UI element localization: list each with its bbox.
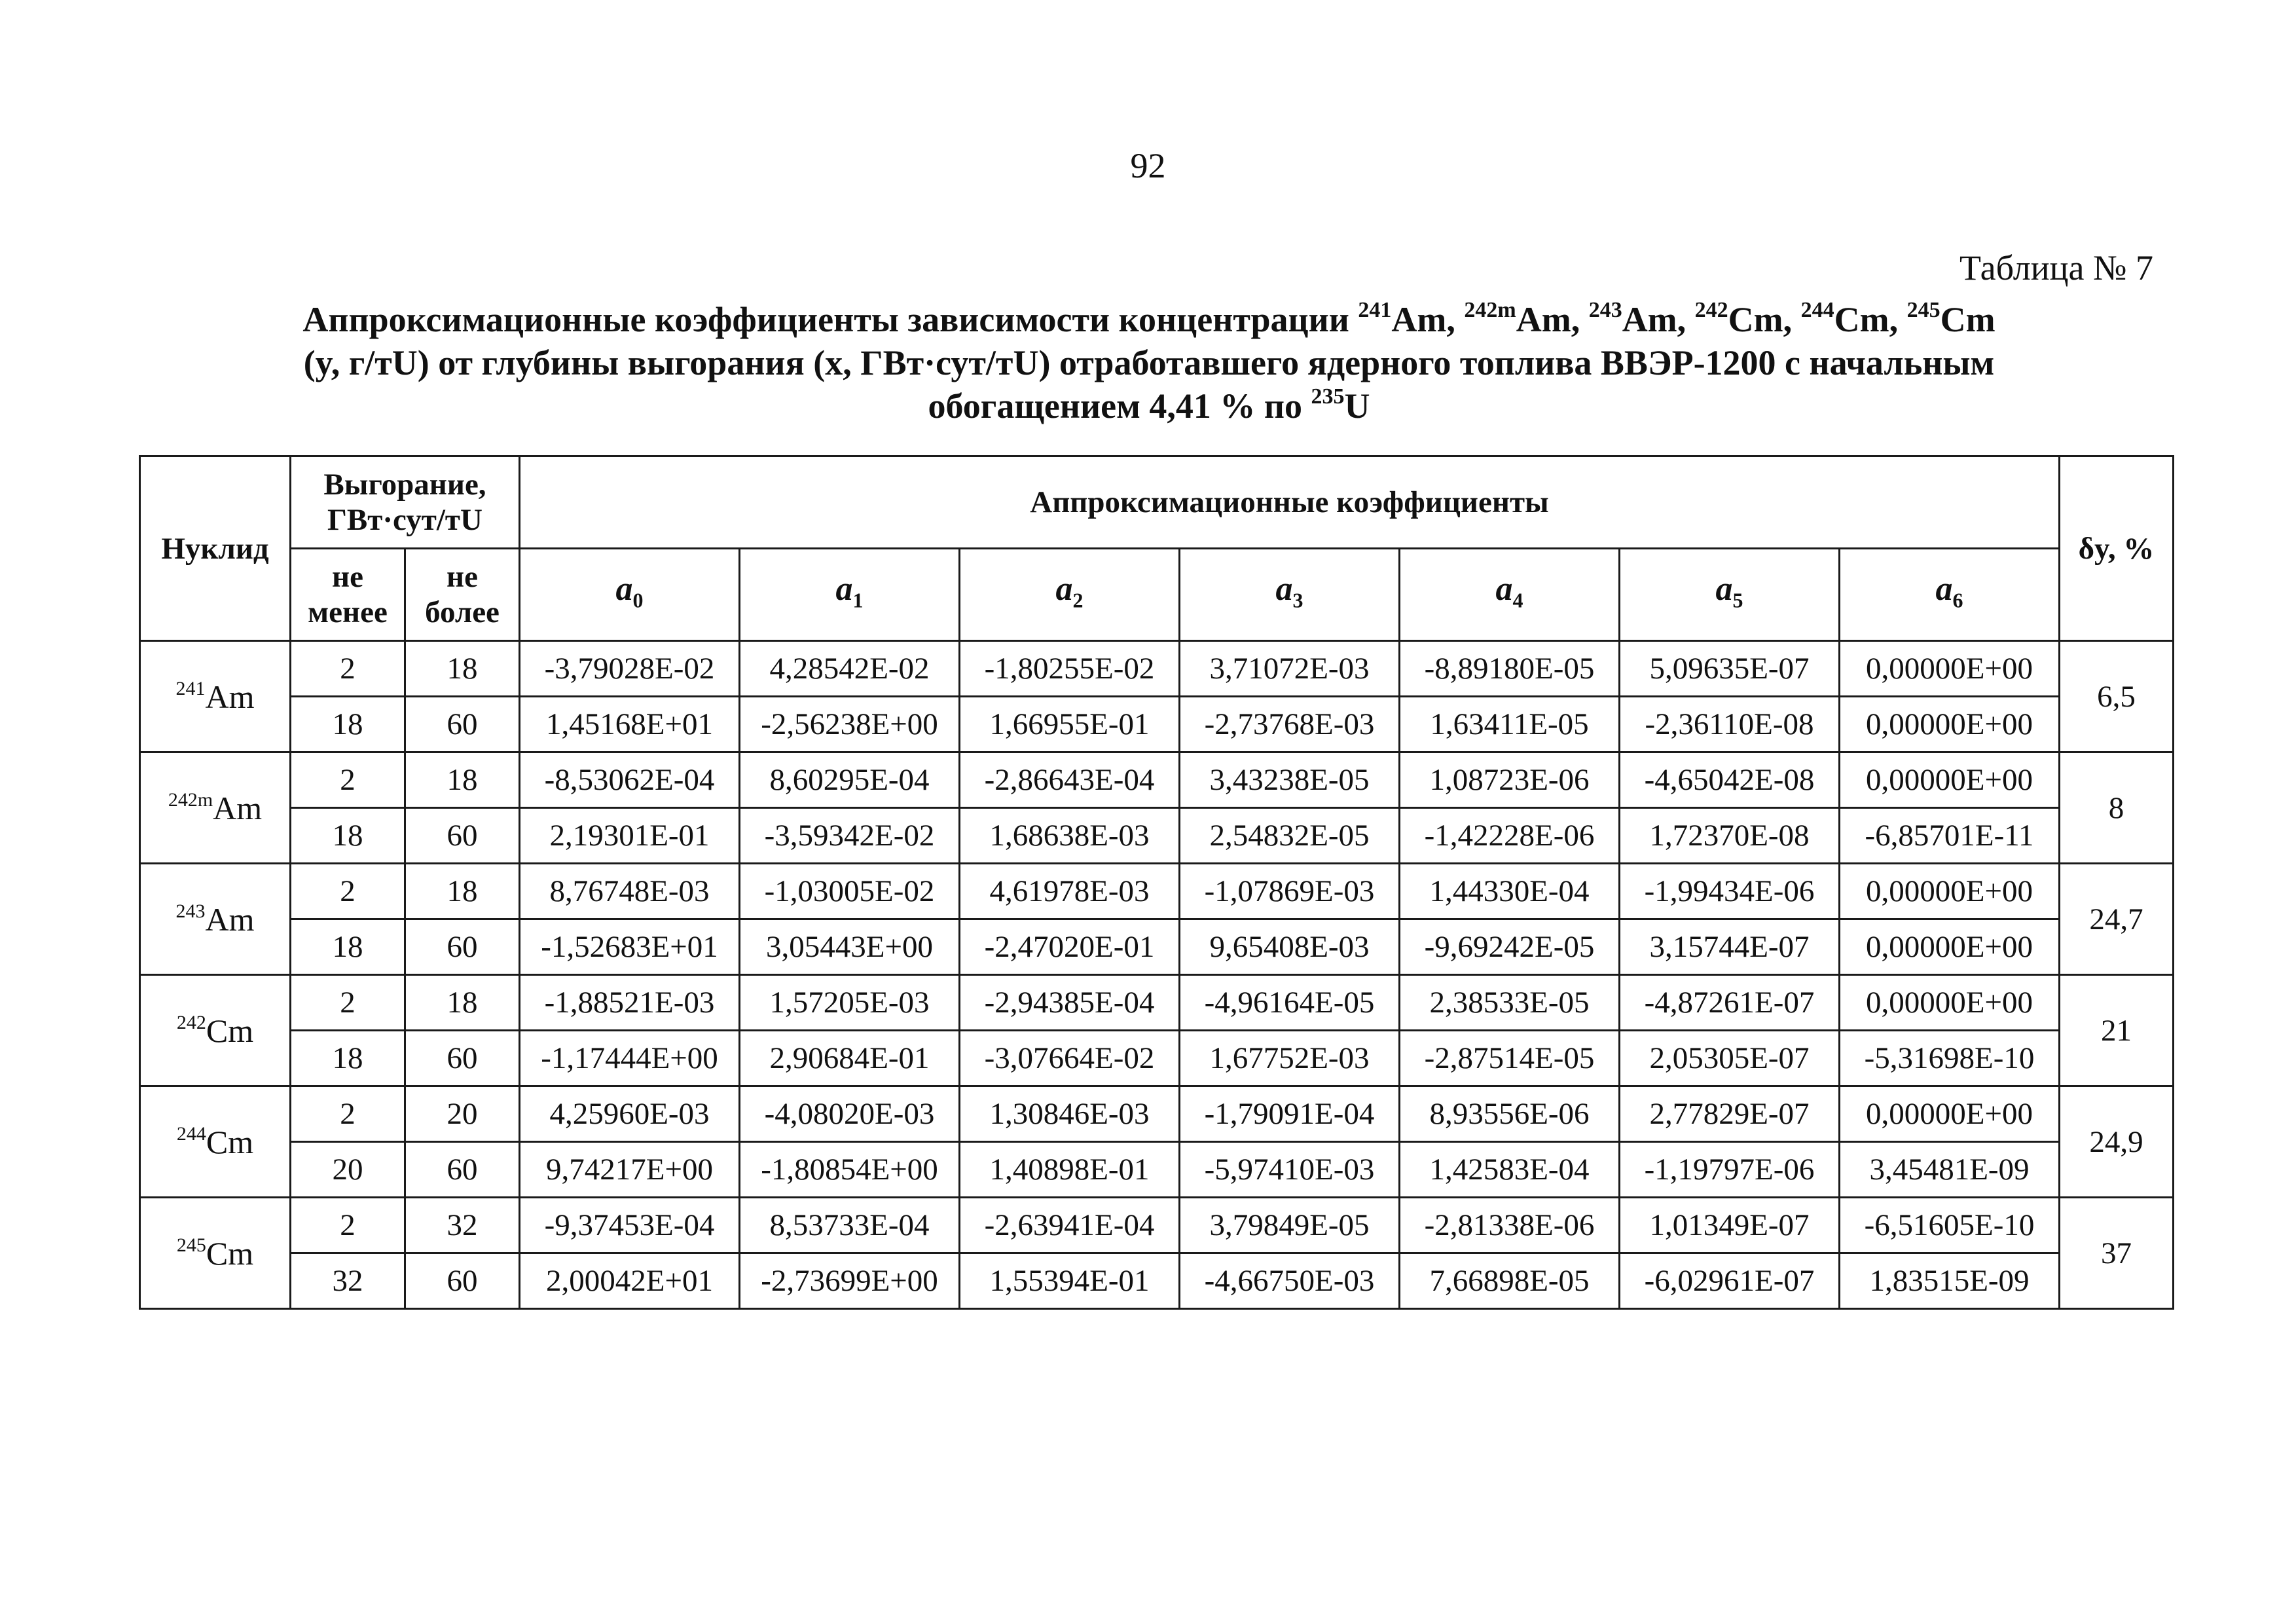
nuclide-symbol: Am xyxy=(205,678,255,715)
coef-a1-cell: -2,56238E+00 xyxy=(740,697,960,752)
coef-a1-cell: -3,59342E-02 xyxy=(740,808,960,864)
coef-a6-cell: -5,31698E-10 xyxy=(1840,1031,2060,1086)
coef-a5-cell: 2,77829E-07 xyxy=(1620,1086,1840,1142)
coef-a1-cell: 4,28542E-02 xyxy=(740,641,960,697)
coef-a6-cell: -6,85701E-11 xyxy=(1840,808,2060,864)
coef-a2-cell: 4,61978E-03 xyxy=(960,864,1180,919)
burnup-max-cell: 60 xyxy=(405,1253,520,1309)
table-label: Таблица № 7 xyxy=(1959,248,2153,287)
coef-a5-cell: -2,36110E-08 xyxy=(1620,697,1840,752)
table-row xyxy=(140,1253,2174,1309)
header-coefficients: Аппроксимационные коэффициенты xyxy=(520,456,2060,549)
coef-a5-cell: 1,72370E-08 xyxy=(1620,808,1840,864)
header-coef-a5 xyxy=(1620,549,1840,641)
delta-cell: 24,7 xyxy=(2060,864,2174,975)
title-isotope-symbol: Am xyxy=(1622,300,1677,339)
coef-a0-cell: -9,37453E-04 xyxy=(520,1198,740,1253)
burnup-max-cell: 18 xyxy=(405,641,520,697)
table-body xyxy=(140,641,2174,1309)
coef-letter: a xyxy=(1275,570,1293,608)
coef-a5-cell: -1,19797E-06 xyxy=(1620,1142,1840,1198)
burnup-max-cell: 32 xyxy=(405,1198,520,1253)
coef-a0-cell: 1,45168E+01 xyxy=(520,697,740,752)
coef-a0-cell: -8,53062E-04 xyxy=(520,752,740,808)
table-row xyxy=(140,864,2174,919)
coef-a6-cell: 0,00000E+00 xyxy=(1840,697,2060,752)
title-isotope-symbol: Am xyxy=(1516,300,1571,339)
delta-cell: 37 xyxy=(2060,1198,2174,1309)
coef-letter: a xyxy=(1935,570,1953,608)
table-container xyxy=(139,455,2174,1310)
coef-index: 0 xyxy=(632,588,644,612)
burnup-max-cell: 18 xyxy=(405,864,520,919)
nuclide-cell xyxy=(140,864,291,975)
coef-letter: a xyxy=(1055,570,1073,608)
coef-index: 5 xyxy=(1732,588,1743,612)
coef-a6-cell: 0,00000E+00 xyxy=(1840,1086,2060,1142)
coef-a5-cell: 5,09635E-07 xyxy=(1620,641,1840,697)
coef-a4-cell: -1,42228E-06 xyxy=(1400,808,1620,864)
title-isotope-mass: 243 xyxy=(1588,298,1622,322)
table-title xyxy=(216,298,2082,428)
burnup-max-cell: 60 xyxy=(405,1031,520,1086)
coef-a3-cell: 3,43238E-05 xyxy=(1180,752,1400,808)
coef-a6-cell: 0,00000E+00 xyxy=(1840,919,2060,975)
coef-a0-cell: -1,88521E-03 xyxy=(520,975,740,1031)
header-burnup: Выгорание, ГВт·сут/тU xyxy=(291,456,520,549)
nuclide-mass: 242m xyxy=(168,788,213,811)
burnup-min-cell: 18 xyxy=(291,919,405,975)
table-row xyxy=(140,1142,2174,1198)
coef-a1-cell: -2,73699E+00 xyxy=(740,1253,960,1309)
title-isotope-symbol: Am xyxy=(1391,300,1447,339)
title-isotope-mass: 242m xyxy=(1464,298,1516,322)
coef-a1-cell: 1,57205E-03 xyxy=(740,975,960,1031)
coef-a5-cell: 1,01349E-07 xyxy=(1620,1198,1840,1253)
coef-a5-cell: -4,65042E-08 xyxy=(1620,752,1840,808)
burnup-min-cell: 18 xyxy=(291,808,405,864)
coef-a1-cell: 8,60295E-04 xyxy=(740,752,960,808)
delta-cell: 6,5 xyxy=(2060,641,2174,752)
coef-a2-cell: 1,66955E-01 xyxy=(960,697,1180,752)
coef-a1-cell: -1,03005E-02 xyxy=(740,864,960,919)
coef-a2-cell: -2,86643E-04 xyxy=(960,752,1180,808)
header-min: не менее xyxy=(291,549,405,641)
nuclide-symbol: Cm xyxy=(206,1012,254,1049)
coef-a3-cell: 9,65408E-03 xyxy=(1180,919,1400,975)
coef-index: 3 xyxy=(1292,588,1303,612)
table-row xyxy=(140,1031,2174,1086)
coef-a4-cell: 8,93556E-06 xyxy=(1400,1086,1620,1142)
coef-a2-cell: -2,47020E-01 xyxy=(960,919,1180,975)
title-line-1 xyxy=(216,298,2082,341)
coef-a5-cell: -4,87261E-07 xyxy=(1620,975,1840,1031)
burnup-min-cell: 2 xyxy=(291,1086,405,1142)
coef-a2-cell: 1,40898E-01 xyxy=(960,1142,1180,1198)
coef-a6-cell: 0,00000E+00 xyxy=(1840,752,2060,808)
title-isotope-symbol: Cm xyxy=(1834,300,1889,339)
coef-a4-cell: 7,66898E-05 xyxy=(1400,1253,1620,1309)
coef-a6-cell: 1,83515E-09 xyxy=(1840,1253,2060,1309)
coef-a0-cell: 8,76748E-03 xyxy=(520,864,740,919)
coefficients-table xyxy=(139,455,2174,1310)
coef-a2-cell: 1,30846E-03 xyxy=(960,1086,1180,1142)
coef-a4-cell: -8,89180E-05 xyxy=(1400,641,1620,697)
delta-cell: 21 xyxy=(2060,975,2174,1086)
burnup-min-cell: 2 xyxy=(291,752,405,808)
burnup-max-cell: 60 xyxy=(405,1142,520,1198)
coef-a2-cell: 1,55394E-01 xyxy=(960,1253,1180,1309)
nuclide-mass: 245 xyxy=(176,1234,206,1256)
title-isotopes: $^{241}$Am, $^{242m}$Am, $^{243}$Am, $^{242}$Cm, $^{244}$Cm, $^{245}$Cm xyxy=(1358,298,1995,339)
burnup-max-cell: 60 xyxy=(405,697,520,752)
title-isotope-mass: 241 xyxy=(1358,298,1392,322)
coef-a2-cell: -2,94385E-04 xyxy=(960,975,1180,1031)
nuclide-cell xyxy=(140,975,291,1086)
burnup-min-cell: 20 xyxy=(291,1142,405,1198)
burnup-max-cell: 18 xyxy=(405,975,520,1031)
coef-a4-cell: 1,63411E-05 xyxy=(1400,697,1620,752)
header-coef-a0 xyxy=(520,549,740,641)
header-coef-a6 xyxy=(1840,549,2060,641)
burnup-max-cell: 20 xyxy=(405,1086,520,1142)
coef-a2-cell: 1,68638E-03 xyxy=(960,808,1180,864)
nuclide-mass: 244 xyxy=(176,1122,206,1145)
coef-index: 1 xyxy=(852,588,864,612)
nuclide-symbol: Cm xyxy=(206,1123,254,1160)
coef-a1-cell: 3,05443E+00 xyxy=(740,919,960,975)
coef-a3-cell: -2,73768E-03 xyxy=(1180,697,1400,752)
coef-a3-cell: -1,79091E-04 xyxy=(1180,1086,1400,1142)
nuclide-cell xyxy=(140,752,291,864)
coef-a1-cell: -1,80854E+00 xyxy=(740,1142,960,1198)
coef-a4-cell: 2,38533E-05 xyxy=(1400,975,1620,1031)
table-row xyxy=(140,697,2174,752)
title-isotope-symbol: Cm xyxy=(1728,300,1783,339)
nuclide-mass: 243 xyxy=(175,900,206,922)
burnup-min-cell: 2 xyxy=(291,975,405,1031)
coef-a6-cell: -6,51605E-10 xyxy=(1840,1198,2060,1253)
burnup-max-cell: 18 xyxy=(405,752,520,808)
burnup-max-cell: 60 xyxy=(405,808,520,864)
coef-index: 6 xyxy=(1952,588,1963,612)
coef-a0-cell: 2,00042E+01 xyxy=(520,1253,740,1309)
delta-cell: 8 xyxy=(2060,752,2174,864)
coef-a4-cell: 1,42583E-04 xyxy=(1400,1142,1620,1198)
table-row xyxy=(140,1198,2174,1253)
coef-a3-cell: -4,96164E-05 xyxy=(1180,975,1400,1031)
coef-letter: a xyxy=(615,570,633,608)
header-max: не более xyxy=(405,549,520,641)
title-prefix: Аппроксимационные коэффициенты зависимости концентрации xyxy=(302,300,1358,339)
coef-a4-cell: 1,44330E-04 xyxy=(1400,864,1620,919)
header-delta: δy, % xyxy=(2060,456,2174,641)
nuclide-symbol: Am xyxy=(205,900,255,938)
title-line3-prefix: обогащением 4,41 % по xyxy=(928,386,1311,426)
coef-a0-cell: -3,79028E-02 xyxy=(520,641,740,697)
burnup-min-cell: 18 xyxy=(291,1031,405,1086)
header-nuclide: Нуклид xyxy=(140,456,291,641)
coef-a3-cell: -5,97410E-03 xyxy=(1180,1142,1400,1198)
burnup-min-cell: 2 xyxy=(291,641,405,697)
coef-index: 2 xyxy=(1072,588,1084,612)
header-coef-a2 xyxy=(960,549,1180,641)
coef-a6-cell: 0,00000E+00 xyxy=(1840,641,2060,697)
table-row xyxy=(140,1086,2174,1142)
coef-a0-cell: 4,25960E-03 xyxy=(520,1086,740,1142)
burnup-min-cell: 2 xyxy=(291,864,405,919)
coef-a2-cell: -3,07664E-02 xyxy=(960,1031,1180,1086)
coef-a1-cell: -4,08020E-03 xyxy=(740,1086,960,1142)
coef-a3-cell: 3,79849E-05 xyxy=(1180,1198,1400,1253)
coef-index: 4 xyxy=(1512,588,1523,612)
nuclide-cell xyxy=(140,1086,291,1198)
coef-a6-cell: 0,00000E+00 xyxy=(1840,975,2060,1031)
coef-a3-cell: 1,67752E-03 xyxy=(1180,1031,1400,1086)
burnup-min-cell: 18 xyxy=(291,697,405,752)
coef-a0-cell: -1,52683E+01 xyxy=(520,919,740,975)
coef-a3-cell: -4,66750E-03 xyxy=(1180,1253,1400,1309)
coef-a4-cell: -2,87514E-05 xyxy=(1400,1031,1620,1086)
coef-a4-cell: -9,69242E-05 xyxy=(1400,919,1620,975)
nuclide-mass: 242 xyxy=(176,1011,206,1033)
coef-a5-cell: 2,05305E-07 xyxy=(1620,1031,1840,1086)
title-isotope-mass: 245 xyxy=(1906,298,1941,322)
nuclide-mass: 241 xyxy=(175,677,206,699)
table-row xyxy=(140,641,2174,697)
coef-a3-cell: 3,71072E-03 xyxy=(1180,641,1400,697)
title-isotope-mass: 242 xyxy=(1694,298,1728,322)
title-isotope-mass: 244 xyxy=(1800,298,1834,322)
coef-a0-cell: -1,17444E+00 xyxy=(520,1031,740,1086)
coef-letter: a xyxy=(835,570,853,608)
coef-a2-cell: -2,63941E-04 xyxy=(960,1198,1180,1253)
burnup-min-cell: 2 xyxy=(291,1198,405,1253)
nuclide-symbol: Am xyxy=(213,789,263,826)
burnup-min-cell: 32 xyxy=(291,1253,405,1309)
coef-a1-cell: 8,53733E-04 xyxy=(740,1198,960,1253)
header-coef-a3 xyxy=(1180,549,1400,641)
nuclide-cell xyxy=(140,1198,291,1309)
coef-a3-cell: 2,54832E-05 xyxy=(1180,808,1400,864)
coef-a3-cell: -1,07869E-03 xyxy=(1180,864,1400,919)
coef-a0-cell: 2,19301E-01 xyxy=(520,808,740,864)
title-u-mass: 235 xyxy=(1311,384,1345,409)
table-row xyxy=(140,808,2174,864)
table-row xyxy=(140,975,2174,1031)
nuclide-cell xyxy=(140,641,291,752)
burnup-max-cell: 60 xyxy=(405,919,520,975)
nuclide-symbol: Cm xyxy=(206,1234,254,1272)
header-coef-a1 xyxy=(740,549,960,641)
title-line-3 xyxy=(216,384,2082,428)
coef-a1-cell: 2,90684E-01 xyxy=(740,1031,960,1086)
coef-a6-cell: 0,00000E+00 xyxy=(1840,864,2060,919)
page-number: 92 xyxy=(1130,146,1166,185)
title-line-2: (y, г/тU) от глубины выгорания (x, ГВт·сут/тU) отработавшего ядерного топлива ВВЭР-1200 с начальным xyxy=(303,343,1995,382)
coef-a5-cell: -1,99434E-06 xyxy=(1620,864,1840,919)
coef-a4-cell: 1,08723E-06 xyxy=(1400,752,1620,808)
delta-cell: 24,9 xyxy=(2060,1086,2174,1198)
header-coef-a4 xyxy=(1400,549,1620,641)
coef-a0-cell: 9,74217E+00 xyxy=(520,1142,740,1198)
coef-a5-cell: 3,15744E-07 xyxy=(1620,919,1840,975)
table-row xyxy=(140,919,2174,975)
coef-a4-cell: -2,81338E-06 xyxy=(1400,1198,1620,1253)
coef-a6-cell: 3,45481E-09 xyxy=(1840,1142,2060,1198)
table-row xyxy=(140,752,2174,808)
title-u-symbol: U xyxy=(1344,386,1370,426)
coef-a5-cell: -6,02961E-07 xyxy=(1620,1253,1840,1309)
coef-letter: a xyxy=(1495,570,1513,608)
coef-a2-cell: -1,80255E-02 xyxy=(960,641,1180,697)
title-isotope-symbol: Cm xyxy=(1940,300,1995,339)
coef-letter: a xyxy=(1715,570,1733,608)
